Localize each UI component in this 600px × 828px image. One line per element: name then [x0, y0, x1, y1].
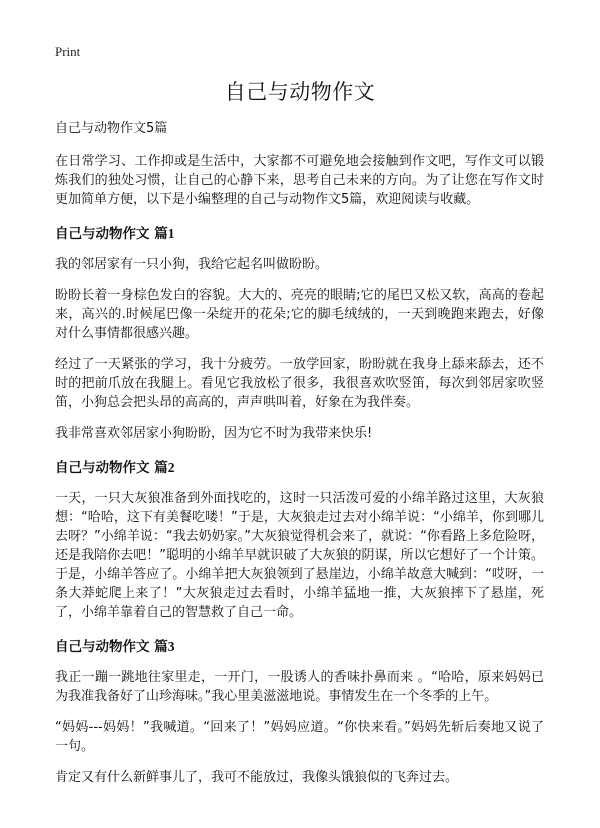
article-body [55, 120, 544, 799]
section-1-paragraph: 盼盼长着一身棕色发白的容貌。大大的、亮亮的眼睛;它的尾巴又松又软，高高的卷起来，高兴的.时候尾巴像一朵绽开的花朵;它的脚毛绒绒的，一天到晚跑来跑去，好像对什么事情都很感兴趣。 [55, 288, 544, 341]
section-heading-text: 自己与动物作文 篇 [55, 460, 168, 476]
section-1-paragraph: 我的邻居家有一只小狗，我给它起名叫做盼盼。 [55, 257, 329, 272]
section-heading-text: 自己与动物作文 篇 [55, 639, 168, 655]
section-2-paragraph: 一天，一只大灰狼准备到外面找吃的，这时一只活泼可爱的小绵羊路过这里，大灰狼想：“哈哈，这下有美餐吃喽！”于是，大灰狼走过去对小绵羊说：“小绵羊，你到哪儿去呀？”小绵羊说：“我去奶奶家。”大灰狼觉得机会来了，就说：“你看路上多危险呀，还是我陪你去吧！”聪明的小绵羊早就识破了大灰狼的阴谋，所以它想好了一个计策。于是，小绵羊答应了。小绵羊把大灰狼领到了悬崖边，小绵羊故意大喊到：“哎呀，一条大莽蛇爬上来了！”大灰狼走过去看时，小绵羊猛地一推，大灰狼摔下了悬崖，死了，小绵羊靠着自己的智慧救了自己一命。 [55, 491, 544, 620]
article-subtitle: 自己与动物作文5篇 [55, 121, 168, 136]
section-heading-2 [55, 459, 544, 477]
section-heading-text: 自己与动物作文 篇 [55, 226, 168, 242]
section-heading-number: 1 [167, 226, 175, 241]
section-heading-1 [55, 225, 544, 243]
intro-paragraph: 在日常学习、工作抑或是生活中，大家都不可避免地会接触到作文吧，写作文可以锻炼我们的独处习惯，让自己的心静下来，思考自己未来的方向。为了让您在写作文时更加简单方便，以下是小编整理的自己与动物作文5篇，欢迎阅读与收藏。 [55, 154, 544, 207]
section-3-paragraph: “妈妈---妈妈！”我喊道。“回来了！”妈妈应道。“你快来看。”妈妈先斩后奏地又说了一句。 [55, 720, 544, 754]
section-1-paragraph: 我非常喜欢邻居家小狗盼盼，因为它不时为我带来快乐! [55, 426, 373, 441]
section-3-paragraph: 我正一蹦一跳地往家里走，一开门，一股诱人的香味扑鼻而来 。“哈哈，原来妈妈已为我准我备好了山珍海味。”我心里美滋滋地说。事情发生在一个冬季的上午。 [55, 670, 544, 704]
page-title: 自己与动物作文 [224, 80, 376, 104]
section-3-paragraph: 肯定又有什么新鲜事儿了，我可不能放过，我像头饿狼似的飞奔过去。 [55, 770, 459, 785]
section-heading-number: 3 [167, 639, 175, 654]
section-1-paragraph: 经过了一天紧张的学习，我十分疲劳。一放学回家，盼盼就在我身上舔来舔去，还不时的把前爪放在我腿上。看见它我放松了很多，我很喜欢吹竖笛，每次到邻居家吹竖笛，小狗总会把头昂的高高的，声声哄叫着，好象在为我伴奏。 [55, 357, 544, 410]
print-label[interactable]: Print [55, 44, 81, 59]
section-heading-3 [55, 638, 544, 656]
section-heading-number: 2 [167, 460, 175, 475]
